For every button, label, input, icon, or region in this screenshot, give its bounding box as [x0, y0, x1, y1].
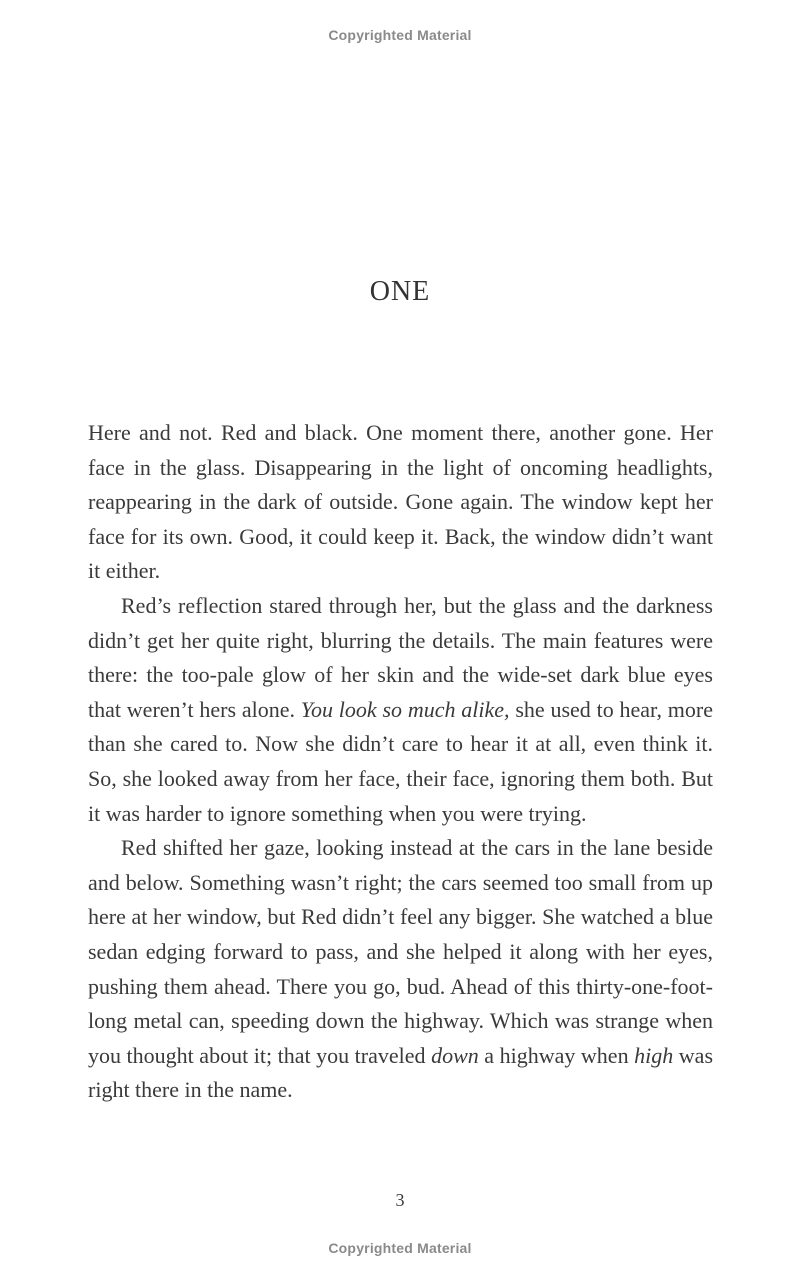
paragraph-2-italic: You look so much alike, — [300, 696, 510, 722]
paragraph-3-part-a: Red shifted her gaze, looking instead at the cars in the lane beside and below. Something wasn’t right; the cars seemed too small from up here at her window, but Red didn’t feel any bigger. She watched a blue sedan edging forward to pass, and she helped it along with her eyes, pushing them ahead. There you go, bud. Ahead of this thirty-one-foot-long metal can, speeding down the highway. Which was strange when you thought about it; that you traveled — [88, 835, 713, 1068]
paragraph-2 — [88, 589, 713, 831]
paragraph-3-italic-high: high — [634, 1042, 674, 1068]
paragraph-3-part-b: a highway when — [478, 1042, 635, 1068]
chapter-body — [88, 416, 713, 1108]
paragraph-2-part-a: Red’s reflection stared through her, but the glass and the darkness didn’t get her quite right, blurring the details. The main features were there: the too-pale glow of her skin and the wide-set dark blue eyes that weren’t hers alone. — [88, 592, 713, 722]
copyright-watermark-top: Copyrighted Material — [328, 27, 472, 43]
paragraph-2-part-b: she used to hear, more than she cared to. Now she didn’t care to hear it at all, even think it. So, she looked away from her face, their face, ignoring them both. But it was harder to ignore something when you were trying. — [88, 696, 713, 826]
page-number: 3 — [395, 1190, 405, 1210]
paragraph-3-italic-down: down — [431, 1042, 479, 1068]
paragraph-3 — [88, 831, 713, 1108]
paragraph-1: Here and not. Red and black. One moment there, another gone. Her face in the glass. Disappearing in the light of oncoming headlights, reappearing in the dark of outside. Gone again. The window kept her face for its own. Good, it could keep it. Back, the window didn’t want it either. — [88, 420, 713, 584]
copyright-watermark-bottom: Copyrighted Material — [328, 1240, 472, 1256]
paragraph-3-part-c: was right there in the name. — [88, 1042, 714, 1103]
chapter-title: ONE — [369, 276, 431, 307]
